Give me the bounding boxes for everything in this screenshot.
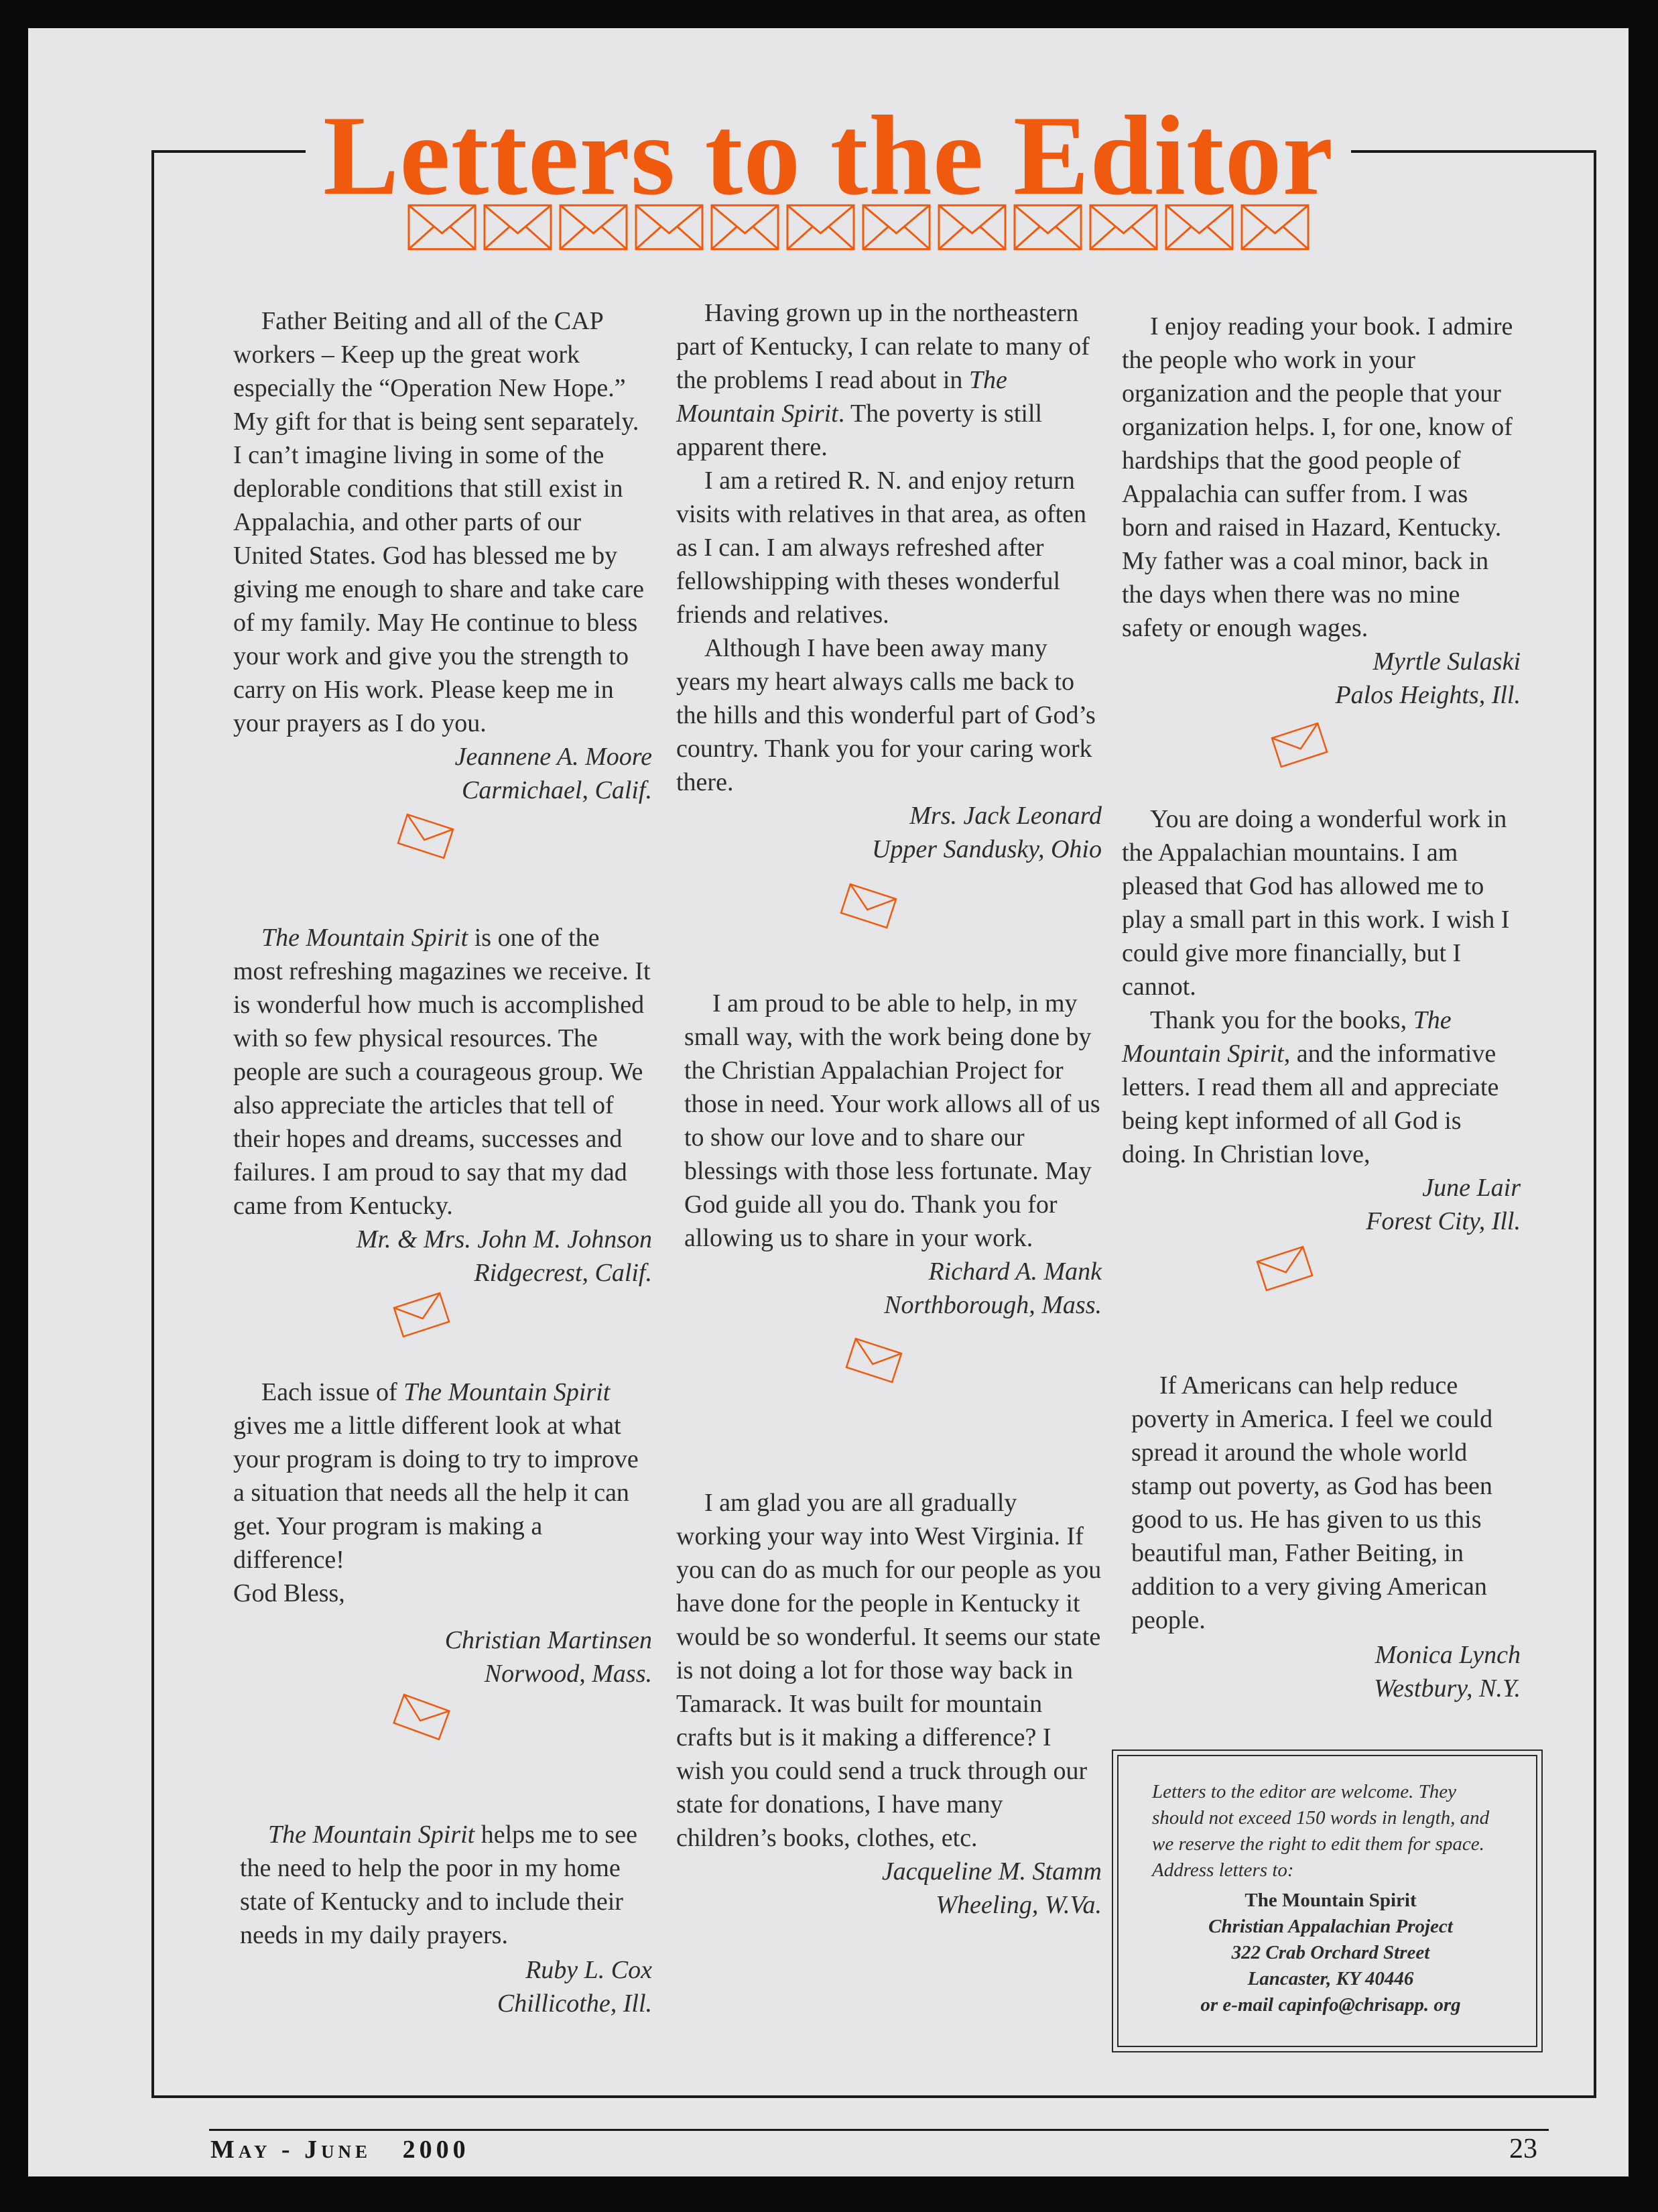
title-area — [28, 93, 1629, 219]
envelope-icon — [862, 204, 931, 251]
letter-signature — [233, 1223, 652, 1290]
signer-name: Monica Lynch — [1375, 1641, 1521, 1669]
signer-place: Northborough, Mass. — [884, 1291, 1102, 1319]
divider — [1122, 712, 1521, 802]
envelope-row — [407, 204, 1310, 251]
letter-signature — [676, 799, 1102, 866]
signer-place: Carmichael, Calif. — [462, 776, 652, 804]
divider — [233, 1691, 652, 1818]
envelope-icon — [832, 881, 905, 931]
letter — [233, 921, 652, 1290]
magazine-title: The Mountain Spirit — [1122, 1006, 1452, 1068]
letter — [676, 296, 1102, 866]
envelope-icon — [786, 204, 855, 251]
letter-body: I am a retired R. N. and enjoy return visits with relatives in that area, as often as I can. I am always refreshed after fellowshipping with theses wonderful friends and relatives. — [676, 467, 1087, 629]
envelope-icon — [1240, 204, 1310, 251]
divider — [676, 1322, 1102, 1486]
envelope-icon — [385, 1692, 458, 1742]
footer-rule — [209, 2129, 1549, 2131]
letter-signature — [684, 1255, 1102, 1322]
envelope-icon — [483, 204, 552, 251]
envelope-icon — [1165, 204, 1234, 251]
magazine-page — [28, 28, 1629, 2176]
signer-name: Myrtle Sulaski — [1373, 648, 1521, 676]
signer-place: Ridgecrest, Calif. — [474, 1259, 652, 1287]
letter — [676, 1486, 1102, 1922]
letter-body: Having grown up in the northeastern part of Kentucky, I can relate to many of the problems I read about in The Mountain Spirit. The poverty is still apparent there. — [676, 299, 1090, 461]
signer-place: Wheeling, W.Va. — [936, 1891, 1102, 1919]
signer-name: Richard A. Mank — [928, 1257, 1102, 1286]
letter-signature — [1131, 1638, 1521, 1705]
letter-closing: God Bless, — [233, 1579, 345, 1607]
letter — [676, 987, 1102, 1322]
submission-note-box — [1112, 1749, 1543, 2052]
column-middle — [676, 296, 1102, 1922]
magazine-title: The Mountain Spirit — [676, 366, 1007, 428]
letter-body: The Mountain Spirit helps me to see the need to help the poor in my home state of Kentucky and to include their needs in my daily prayers. — [240, 1821, 637, 1949]
magazine-title: The Mountain Spirit — [268, 1821, 475, 1849]
letter — [233, 304, 652, 807]
letter-body: I am glad you are all gradually working your way into West Virginia. If you can do as much for our people as you have done for the people in Kentucky it would be so wonderful. It seems our state is not doing a lot for those way back in Tamarack. It was built for mountain crafts but is it making a difference? I wish you could send a truck through our state for donations, I have many children’s books, clothes, etc. — [676, 1489, 1102, 1852]
divider — [233, 807, 652, 921]
letter-signature — [1122, 1171, 1521, 1238]
address-line: Christian Appalachian Project — [1208, 1916, 1453, 1937]
envelope-icon — [559, 204, 628, 251]
signer-place: Upper Sandusky, Ohio — [871, 835, 1102, 863]
signer-name: Mrs. Jack Leonard — [909, 802, 1102, 830]
address-line: Lancaster, KY 40446 — [1247, 1968, 1414, 1989]
letter-body: You are doing a wonderful work in the Appalachian mountains. I am pleased that God has allowed me to play a small part in this work. I wish I could give more financially, but I cannot. — [1122, 805, 1510, 1001]
letter-body: I enjoy reading your book. I admire the people who work in your organization and the people that your organization helps. I, for one, know of hardships that the good people of Appalachia can suffer from. I was born and raised in Hazard, Kentucky. My father was a coal minor, back in the days when there was no mine safety or enough wages. — [1122, 312, 1513, 642]
address-line: The Mountain Spirit — [1245, 1890, 1417, 1911]
divider — [1122, 1238, 1521, 1369]
signer-name: Mr. & Mrs. John M. Johnson — [356, 1225, 652, 1253]
submission-guidelines: Letters to the editor are welcome. They should not exceed 150 words in length, and we reserve the right to edit them for space. Address letters to: — [1152, 1781, 1490, 1881]
signer-name: June Lair — [1422, 1174, 1521, 1202]
signer-place: Forest City, Ill. — [1366, 1207, 1521, 1235]
letter-body: If Americans can help reduce poverty in America. I feel we could spread it around the whole world stamp out poverty, as God has been good to us. He has given to us this beautiful man, Father Beiting, in addition to a very giving American people. — [1131, 1371, 1493, 1634]
letter-signature — [240, 1953, 652, 2020]
envelope-icon — [635, 204, 704, 251]
letter — [1122, 802, 1521, 1238]
signer-name: Ruby L. Cox — [525, 1956, 652, 1984]
envelope-icon — [1089, 204, 1158, 251]
page-title: Letters to the Editor — [306, 99, 1351, 212]
letter-signature — [233, 1623, 652, 1691]
letter-body: The Mountain Spirit is one of the most refreshing magazines we receive. It is wonderful how much is accomplished with so few physical resources. The people are such a courageous group. We also appreciate the articles that tell of their hopes and dreams, successes and failures. I am proud to say that my dad came from Kentucky. — [233, 924, 651, 1220]
letter-body: Although I have been away many years my heart always calls me back to the hills and this wonderful part of God’s country. Thank you for your caring work there. — [676, 634, 1096, 796]
envelope-icon — [837, 1335, 911, 1386]
envelope-icon — [938, 204, 1007, 251]
letter-signature — [1122, 645, 1521, 712]
letter-signature — [676, 1855, 1102, 1922]
envelope-icon — [1263, 720, 1336, 770]
letter-body: Father Beiting and all of the CAP workers – Keep up the great work especially the “Operation New Hope.” My gift for that is being sent separately. I can’t imagine living in some of the deplorable conditions that still exist in Appalachia, and other parts of our United States. God has blessed me by giving me enough to share and take care of my family. May He continue to bless your work and give you the strength to carry on His work. Please keep me in your prayers as I do you. — [233, 307, 645, 737]
letter — [233, 1818, 652, 2020]
letter-body: Thank you for the books, The Mountain Spirit, and the informative letters. I read them all and appreciate being kept informed of all God is doing. In Christian love, — [1122, 1006, 1499, 1168]
envelope-icon — [710, 204, 779, 251]
signer-place: Palos Heights, Ill. — [1335, 681, 1521, 709]
signer-name: Jeannene A. Moore — [454, 743, 652, 771]
envelope-icon — [1013, 204, 1082, 251]
email-line: or e-mail capinfo@chrisapp. org — [1200, 1994, 1461, 2016]
divider — [676, 866, 1102, 987]
envelope-icon — [407, 204, 476, 251]
page-number: 23 — [1509, 2134, 1537, 2164]
magazine-title: The Mountain Spirit — [261, 924, 468, 952]
letter-body: Each issue of The Mountain Spirit gives me a little different look at what your program is doing to try to improve a situation that needs all the help it can get. Your program is making a difference! — [233, 1378, 639, 1574]
signer-name: Christian Martinsen — [444, 1626, 652, 1654]
letter — [1122, 310, 1521, 712]
letter — [1122, 1369, 1521, 1705]
letter — [233, 1375, 652, 1691]
letter-signature — [233, 740, 652, 807]
column-left — [233, 304, 652, 2020]
issue-date: MAY - JUNE 2000 — [210, 2136, 470, 2164]
mailing-address — [1152, 1888, 1509, 2018]
submission-note-inner — [1117, 1755, 1537, 2047]
magazine-title: The Mountain Spirit — [403, 1378, 611, 1406]
column-right — [1122, 310, 1521, 1705]
envelope-icon — [385, 1290, 458, 1340]
divider — [233, 1290, 652, 1375]
address-line: 322 Crab Orchard Street — [1231, 1942, 1430, 1963]
envelope-icon — [389, 811, 462, 861]
letter-body: I am proud to be able to help, in my small way, with the work being done by the Christian Appalachian Project for those in need. Your work allows all of us to show our love and to share our blessings with those less fortunate. May God guide all you do. Thank you for allowing us to share in your work. — [684, 989, 1100, 1252]
envelope-icon — [1248, 1243, 1322, 1294]
signer-name: Jacqueline M. Stamm — [881, 1857, 1102, 1886]
signer-place: Chillicothe, Ill. — [497, 1989, 652, 2018]
signer-place: Westbury, N.Y. — [1374, 1674, 1521, 1703]
signer-place: Norwood, Mass. — [484, 1660, 652, 1688]
